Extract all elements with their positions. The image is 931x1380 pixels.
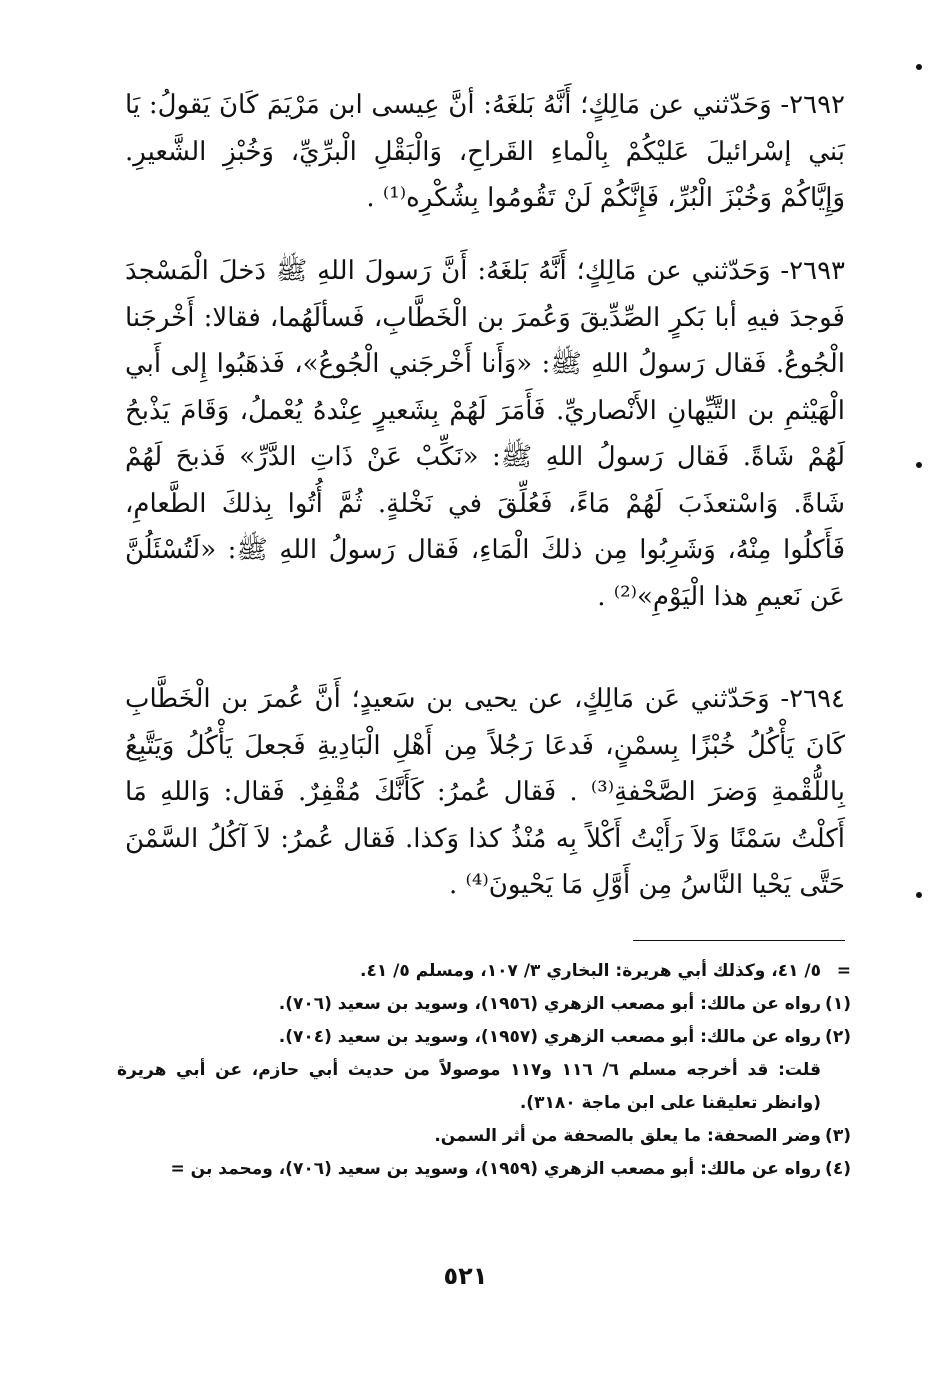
hadith-2692: ٢٦٩٢- وَحَدّثني عن مَالِكٍ؛ أَنَّهُ بَلغَهُ: أنَّ عِيسى ابن مَرْيَمَ كَانَ يَقولُ: يَا بَني إسْرائيلَ عَليْكُمْ بِالْماءِ القَراحِ، وَالْبَقْلِ الْبرِّيِّ، وَخُبْزِ الشَّعيرِ. وَإِيَّاكُمْ وَخُبْزَ الْبُرِّ، فَإِنَّكُمْ لَنْ تَقُومُوا بِشُكْرِه⁽¹⁾ .: [125, 90, 845, 213]
margin-dot: [916, 892, 922, 898]
footnote-marker: =: [836, 961, 851, 981]
footnote-text: قلت: قد أخرجه مسلم ٦/ ١١٦ و١١٧ موصولاً من حديث أبي حازم، عن أبي هريرة (وانظر تعليقنا على ابن ماجة ٣١٨٠).: [117, 1060, 821, 1113]
footnotes: [117, 955, 851, 1186]
footnote-1: [117, 988, 851, 1021]
footnote-marker: (٣): [825, 1126, 851, 1146]
hadith-2694: ٢٦٩٤- وَحَدّثني عَن مَالِكٍ، عن يحيى بن سَعيدٍ؛ أَنَّ عُمرَ بن الْخَطَّابِ كَانَ يَأْكُلُ خُبْزًا بِسمْنٍ، فَدعَا رَجُلاً مِن أَهْلِ الْبَادِيةِ فَجعلَ يَأْكُلُ وَيَتَّبِعُ بِاللُّقْمةِ وَضرَ الصَّحْفةِ⁽³⁾ . فَقال عُمرُ: كَأَنَّكَ مُقْفِرٌ. فَقال: وَاللهِ مَا أَكلْتُ سَمْنًا وَلاَ رَأَيْتُ أَكْلاً بِه مُنْذُ كذا وَكذا. فَقال عُمرُ: لاَ آكُلُ السَّمْنَ حَتَّى يَحْيا النَّاسُ مِن أَوَّلِ مَا يَحْيونَ⁽⁴⁾ .: [125, 684, 845, 900]
margin-dot: [916, 64, 922, 70]
footnote-text: وضر الصحفة: ما يعلق بالصحفة من أثر السمن.: [434, 1126, 821, 1146]
footnote-text: رواه عن مالك: أبو مصعب الزهري (١٩٥٩)، وسويد بن سعيد (٧٠٦)، ومحمد بن =: [170, 1159, 821, 1179]
margin-dot: [916, 462, 922, 468]
footnote-2: [117, 1021, 851, 1054]
footnote-4: [117, 1153, 851, 1186]
footnote-text: رواه عن مالك: أبو مصعب الزهري (١٩٥٦)، وسويد بن سعيد (٧٠٦).: [278, 994, 821, 1014]
page-number: ٥٢١: [443, 1262, 488, 1290]
footnote-3: [117, 1120, 851, 1153]
footnote-text: رواه عن مالك: أبو مصعب الزهري (١٩٥٧)، وسويد بن سعيد (٧٠٤).: [278, 1027, 821, 1047]
hadith-2693: ٢٦٩٣- وَحَدّثني عن مَالِكٍ؛ أَنَّهُ بَلغَهُ: أَنَّ رَسولَ اللهِ ﷺ دَخلَ الْمَسْجدَ فَوجدَ فيهِ أبا بَكرٍ الصِّدِّيقَ وَعُمرَ بن الْخَطَّابِ، فَسألَهُما، فقالا: أَخْرجَنا الْجُوعُ. فَقال رَسولُ اللهِ ﷺ: «وَأَنا أَخْرجَني الْجُوعُ»، فَذهَبُوا إِلى أَبي الْهَيْثمِ بن التَّيِّهانِ الأَنْصاريِّ. فَأَمَرَ لَهُمْ بِشَعيرٍ عِنْدهُ يُعْملُ، وَقَامَ يَذْبحُ لَهُمْ شَاةً. فَقال رَسولُ اللهِ ﷺ: «نَكِّبْ عَنْ ذَاتِ الدَّرِّ» فَذبحَ لَهُمْ شَاةً. وَاسْتعذَبَ لَهُمْ مَاءً، فَعُلِّقَ في نَخْلةٍ. ثُمَّ أُتُوا بِذلكَ الطَّعامِ، فَأَكلُوا مِنْهُ، وَشَرِبُوا مِن ذلكَ الْمَاءِ، فَقال رَسولُ اللهِ ﷺ: «لَتُسْئَلُنَّ عَن نَعيمِ هذا الْيَوْمِ»⁽²⁾ .: [125, 256, 845, 612]
footnote-marker: (٢): [825, 1027, 851, 1047]
footnote-continuation: [117, 955, 851, 988]
footnote-separator: [633, 940, 845, 941]
footnote-marker: (٤): [825, 1159, 851, 1179]
footnote-text: ٥/ ٤١، وكذلك أبي هريرة: البخاري ٣/ ١٠٧، ومسلم ٥/ ٤١.: [360, 961, 821, 981]
footnote-2-note: [117, 1054, 851, 1120]
footnote-marker: (١): [825, 994, 851, 1014]
